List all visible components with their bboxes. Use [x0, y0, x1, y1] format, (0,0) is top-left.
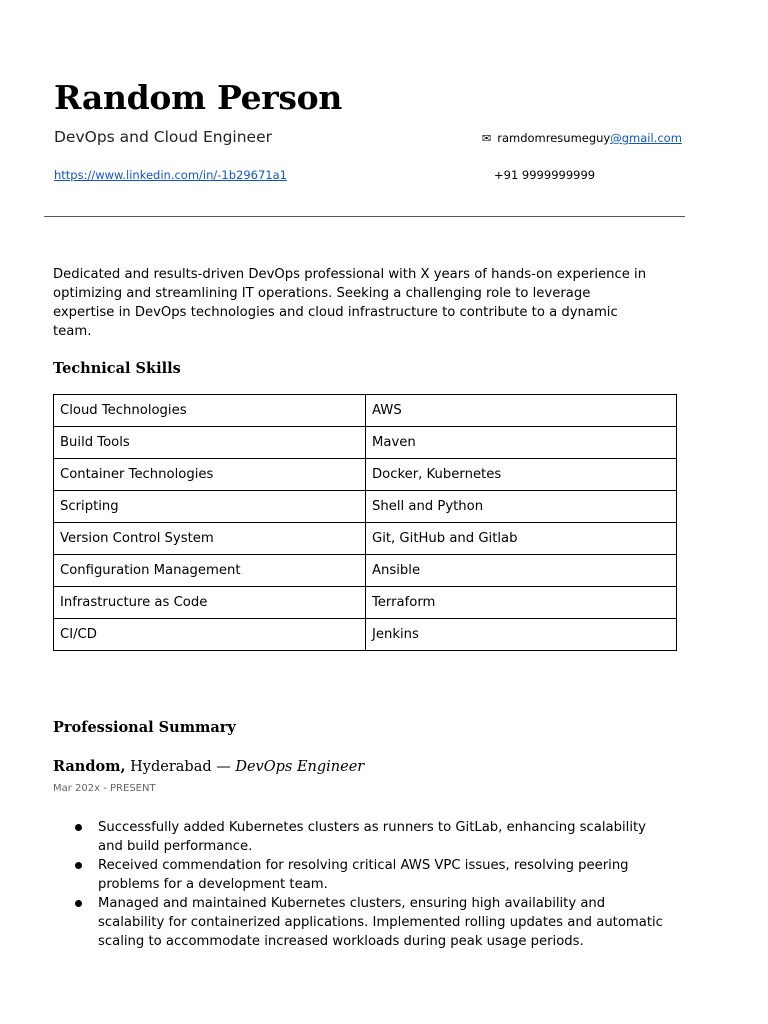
job-location: Hyderabad —: [125, 759, 236, 775]
skills-row: [54, 491, 677, 523]
skills-row: [54, 619, 677, 651]
skills-row: [54, 587, 677, 619]
skills-row: [54, 523, 677, 555]
skills-section-title: Technical Skills: [53, 360, 181, 377]
job-heading: [53, 756, 364, 778]
skill-value: Docker, Kubernetes: [366, 459, 677, 491]
email-contact: [482, 130, 682, 147]
skill-category: Scripting: [54, 491, 366, 523]
skill-category: Infrastructure as Code: [54, 587, 366, 619]
job-bullets: [53, 818, 673, 951]
skills-row: [54, 427, 677, 459]
skill-category: Container Technologies: [54, 459, 366, 491]
skill-category: Cloud Technologies: [54, 395, 366, 427]
skills-table: [53, 394, 677, 651]
skill-category: CI/CD: [54, 619, 366, 651]
skills-row: [54, 395, 677, 427]
skill-category: Configuration Management: [54, 555, 366, 587]
bullet-dot-icon: [75, 900, 82, 907]
email-user: ramdomresumeguy: [497, 131, 611, 145]
skill-category: Build Tools: [54, 427, 366, 459]
skill-category: Version Control System: [54, 523, 366, 555]
skill-value: Jenkins: [366, 619, 677, 651]
candidate-name: Random Person: [54, 78, 343, 117]
skill-value: Maven: [366, 427, 677, 459]
job-bullet-item: [53, 856, 673, 894]
skills-row: [54, 459, 677, 491]
email-domain-link[interactable]: @gmail.com: [610, 131, 682, 145]
job-bullet-item: [53, 818, 673, 856]
skill-value: AWS: [366, 395, 677, 427]
skill-value: Shell and Python: [366, 491, 677, 523]
skills-row: [54, 555, 677, 587]
job-bullet-text: Received commendation for resolving critical AWS VPC issues, resolving peering problems for a development team.: [98, 858, 629, 892]
job-company: Random,: [53, 758, 126, 775]
job-bullet-text: Successfully added Kubernetes clusters as runners to GitLab, enhancing scalability and build performance.: [98, 820, 646, 854]
skill-value: Terraform: [366, 587, 677, 619]
job-bullet-item: [53, 894, 673, 951]
skill-value: Ansible: [366, 555, 677, 587]
phone-number: +91 9999999999: [494, 168, 596, 182]
job-dates: Mar 202x - PRESENT: [53, 783, 156, 794]
header-divider: [44, 216, 685, 217]
linkedin-link[interactable]: https://www.linkedin.com/in/-1b29671a1: [54, 168, 287, 182]
job-title: DevOps Engineer: [235, 759, 365, 775]
envelope-icon: ✉: [482, 132, 492, 145]
bullet-dot-icon: [75, 824, 82, 831]
job-bullet-text: Managed and maintained Kubernetes clusters, ensuring high availability and scalability for containerized applications. Implemented rolling updates and automatic scaling to accommodate increased workloads during peak usage periods.: [98, 896, 663, 949]
candidate-role: DevOps and Cloud Engineer: [54, 128, 273, 146]
objective-paragraph: Dedicated and results-driven DevOps professional with X years of hands-on experience in optimizing and streamlining IT operations. Seeking a challenging role to leverage expertise in DevOps technologies and cloud infrastructure to contribute to a dynamic team.: [53, 267, 647, 339]
summary-section-title: Professional Summary: [53, 719, 236, 736]
bullet-dot-icon: [75, 862, 82, 869]
skill-value: Git, GitHub and Gitlab: [366, 523, 677, 555]
